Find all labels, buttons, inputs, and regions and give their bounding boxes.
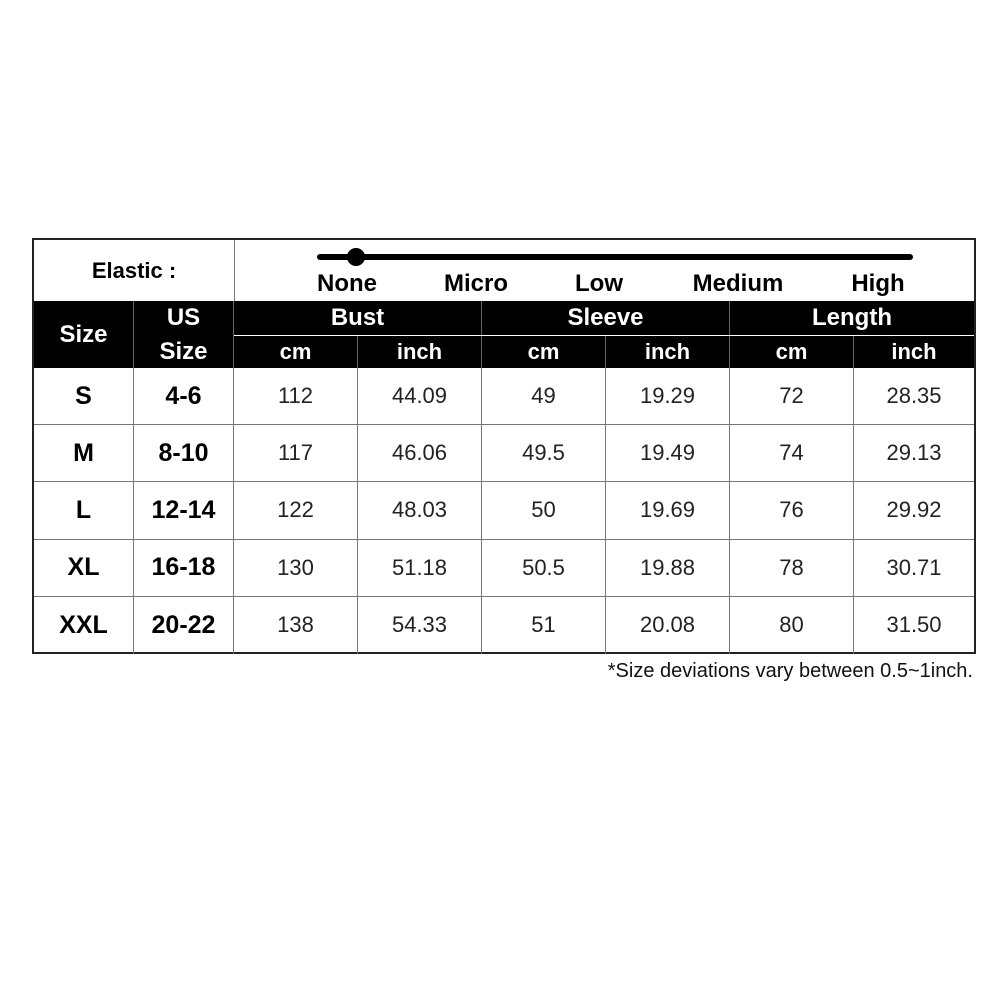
elastic-divider bbox=[234, 240, 235, 301]
header-unit-inch: inch bbox=[854, 336, 974, 368]
cell-value: 44.09 bbox=[358, 368, 482, 425]
elastic-level-high: High bbox=[851, 270, 905, 297]
cell-value: 51.18 bbox=[358, 540, 482, 597]
cell-us-size: 20-22 bbox=[134, 597, 234, 654]
cell-size: XL bbox=[34, 540, 134, 597]
cell-value: 46.06 bbox=[358, 425, 482, 482]
cell-value: 48.03 bbox=[358, 482, 482, 539]
header-unit-cm: cm bbox=[482, 336, 606, 368]
cell-size: M bbox=[34, 425, 134, 482]
cell-size: XXL bbox=[34, 597, 134, 654]
elastic-indicator bbox=[347, 248, 365, 266]
cell-value: 51 bbox=[482, 597, 606, 654]
header-unit-cm: cm bbox=[730, 336, 854, 368]
header-us-size-line2: Size bbox=[159, 337, 208, 365]
elastic-level-low: Low bbox=[575, 270, 623, 297]
cell-value: 49 bbox=[482, 368, 606, 425]
elastic-label: Elastic : bbox=[91, 257, 177, 283]
cell-us-size: 16-18 bbox=[134, 540, 234, 597]
header-group-sleeve: Sleeve bbox=[482, 301, 730, 335]
elastic-row bbox=[34, 240, 974, 301]
cell-value: 50 bbox=[482, 482, 606, 539]
elastic-level-micro: Micro bbox=[443, 270, 509, 297]
header-group-length: Length bbox=[730, 301, 974, 335]
cell-value: 80 bbox=[730, 597, 854, 654]
cell-value: 138 bbox=[234, 597, 358, 654]
header-group-bust: Bust bbox=[234, 301, 482, 335]
elastic-level-none: None bbox=[317, 270, 377, 297]
cell-value: 78 bbox=[730, 540, 854, 597]
header-size: Size bbox=[34, 301, 134, 368]
cell-value: 19.49 bbox=[606, 425, 730, 482]
header-unit-inch: inch bbox=[606, 336, 730, 368]
cell-value: 50.5 bbox=[482, 540, 606, 597]
cell-value: 20.08 bbox=[606, 597, 730, 654]
header-unit-cm: cm bbox=[234, 336, 358, 368]
cell-value: 112 bbox=[234, 368, 358, 425]
cell-value: 31.50 bbox=[886, 612, 942, 638]
cell-value: 122 bbox=[234, 482, 358, 539]
cell-value: 19.29 bbox=[606, 368, 730, 425]
cell-us-size: 12-14 bbox=[134, 482, 234, 539]
cell-value: 117 bbox=[234, 425, 358, 482]
cell-value: 28.35 bbox=[854, 368, 974, 425]
cell-value: 76 bbox=[730, 482, 854, 539]
cell-value: 30.71 bbox=[854, 540, 974, 597]
cell-value: 74 bbox=[730, 425, 854, 482]
cell-size: L bbox=[34, 482, 134, 539]
size-chart bbox=[32, 238, 976, 654]
cell-size: S bbox=[34, 368, 134, 425]
cell-value: 29.13 bbox=[854, 425, 974, 482]
footnote: *Size deviations vary between 0.5~1inch. bbox=[607, 660, 973, 682]
header-us-size bbox=[134, 301, 234, 368]
cell-value: 19.88 bbox=[606, 540, 730, 597]
cell-us-size: 4-6 bbox=[134, 368, 234, 425]
cell-value: 130 bbox=[234, 540, 358, 597]
cell-value: 29.92 bbox=[854, 482, 974, 539]
cell-us-size: 8-10 bbox=[134, 425, 234, 482]
cell-value: 49.5 bbox=[482, 425, 606, 482]
cell-value: 54.33 bbox=[358, 597, 482, 654]
cell-value: 19.69 bbox=[606, 482, 730, 539]
elastic-scale-track bbox=[317, 254, 913, 260]
header-unit-inch: inch bbox=[358, 336, 482, 368]
elastic-level-medium: Medium bbox=[692, 270, 784, 297]
header-us-size-line1: US bbox=[166, 303, 201, 331]
cell-value: 72 bbox=[730, 368, 854, 425]
